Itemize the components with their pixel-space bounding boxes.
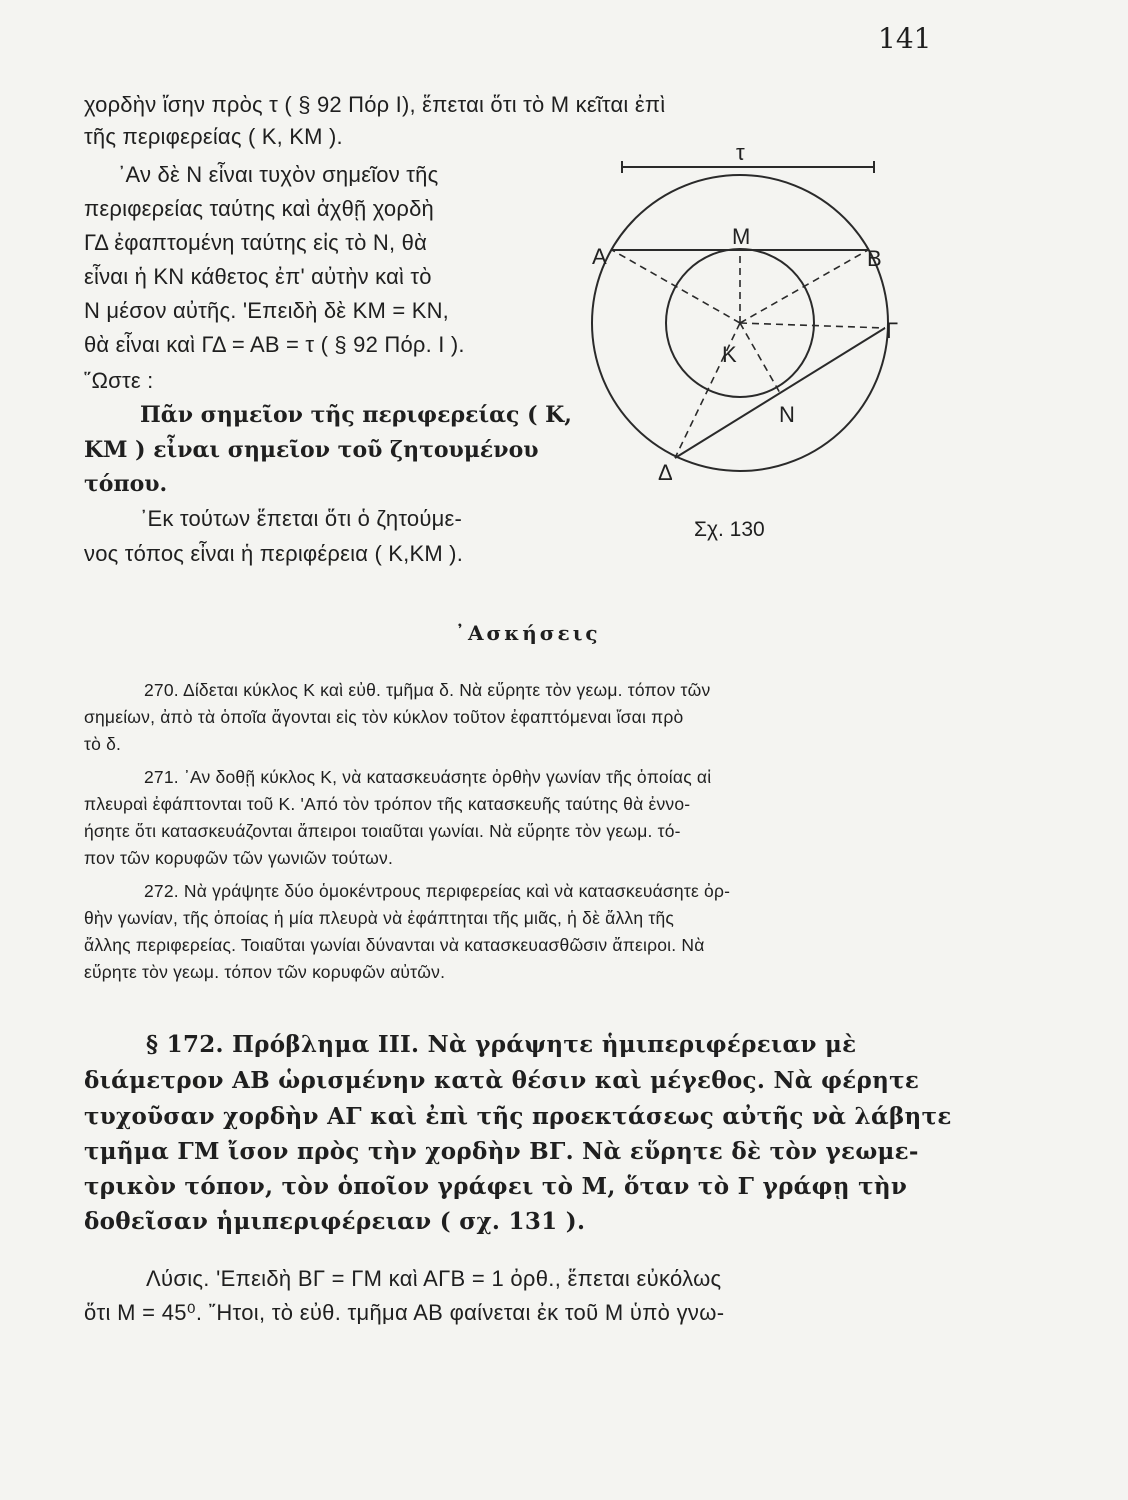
exercise-line: ἄλλης περιφερείας. Τοιαῦται γωνίαι δύνανται νὰ κατασκευασθῶσιν ἄπειροι. Νὰ	[84, 935, 705, 955]
figure-caption: Σχ. 130	[694, 518, 765, 541]
label-delta: Δ	[658, 460, 673, 485]
section-line: τυχοῦσαν χορδὴν ΑΓ καὶ ἐπὶ τῆς προεκτάσεως αὐτῆς νὰ λάβητε	[84, 1103, 952, 1130]
figure-130	[580, 140, 910, 500]
paragraph-line: ΓΔ ἐφαπτομένη ταύτης εἰς τὸ Ν, θὰ	[84, 230, 427, 255]
solution-line: ὅτι Μ = 45⁰. ῎Ητοι, τὸ εὐθ. τμῆμα ΑΒ φαίνεται ἐκ τοῦ Μ ὑπὸ γνω-	[84, 1300, 725, 1325]
section-line: τμῆμα ΓΜ ἴσον πρὸς τὴν χορδὴν ΒΓ. Νὰ εὕρητε δὲ τὸν γεωμε-	[84, 1138, 919, 1165]
radius-ka-dashed	[612, 250, 740, 323]
exercise-line: 271. ᾿Αν δοθῇ κύκλος Κ, νὰ κατασκευάσητε ὀρθὴν γωνίαν τῆς ὁποίας αἱ	[144, 767, 712, 787]
exercise-line: τὸ δ.	[84, 734, 122, 754]
bold-statement-line: Πᾶν σημεῖον τῆς περιφερείας ( Κ,	[140, 402, 572, 428]
label-tau: τ	[736, 140, 745, 165]
exercise-line: 270. Δίδεται κύκλος Κ καὶ εὐθ. τμῆμα δ. Νὰ εὕρητε τὸν γεωμ. τόπον τῶν	[144, 680, 711, 700]
label-a: Α	[592, 244, 607, 269]
section-line: τρικὸν τόπον, τὸν ὁποῖον γράφει τὸ Μ, ὅταν τὸ Γ γράφῃ τὴν	[84, 1173, 908, 1200]
section-line: δοθεῖσαν ἡμιπεριφέρειαν ( σχ. 131 ).	[84, 1208, 586, 1235]
exercise-line: ήσητε ὅτι κατασκευάζονται ἄπειροι τοιαῦται γωνίαι. Νὰ εὕρητε τὸν γεωμ. τό-	[84, 821, 681, 841]
paragraph-line: τῆς περιφερείας ( Κ, ΚΜ ).	[84, 124, 343, 149]
paragraph-line: εἶναι ἡ ΚΝ κάθετος ἐπ' αὐτὴν καὶ τὸ	[84, 264, 432, 289]
paragraph-line: ῞Ωστε :	[84, 368, 154, 393]
paragraph-line: περιφερείας ταύτης καὶ ἀχθῇ χορδὴ	[84, 196, 434, 221]
exercise-line: σημείων, ἀπὸ τὰ ὁποῖα ἄγονται εἰς τὸν κύκλον τοῦτον ἐφαπτόμεναι ἴσαι πρὸ	[84, 707, 684, 727]
solution-line: Λύσις. 'Επειδὴ ΒΓ = ΓΜ καὶ ΑΓΒ = 1 ὀρθ., ἕπεται εὐκόλως	[146, 1266, 722, 1291]
page-number: 141	[878, 22, 932, 55]
radius-kgamma-dashed	[740, 323, 885, 328]
paragraph-line: Ν μέσον αὐτῆς. 'Επειδὴ δὲ ΚΜ = ΚΝ,	[84, 298, 449, 323]
bold-statement-line: ΚΜ ) εἶναι σημεῖον τοῦ ζητουμένου	[84, 437, 539, 463]
conclusion-line: νος τόπος εἶναι ἡ περιφέρεια ( Κ,ΚΜ ).	[84, 541, 464, 566]
label-gamma: Γ	[886, 318, 899, 343]
paragraph-line: θὰ εἶναι καὶ ΓΔ = ΑΒ = τ ( § 92 Πόρ. Ι ).	[84, 332, 465, 357]
radius-kb-dashed	[740, 250, 868, 323]
radius-kn-dashed	[740, 323, 780, 393]
section-line: διάμετρον ΑΒ ὡρισμένην κατὰ θέσιν καὶ μέγεθος. Νὰ φέρητε	[84, 1067, 920, 1094]
paragraph-line: χορδὴν ἴσην πρὸς τ ( § 92 Πόρ Ι), ἕπεται ὅτι τὸ Μ κεῖται ἐπὶ	[84, 92, 666, 117]
exercise-line: πον τῶν κορυφῶν τῶν γωνιῶν τούτων.	[84, 848, 393, 868]
exercise-line: 272. Νὰ γράψητε δύο ὁμοκέντρους περιφερείας καὶ νὰ κατασκευάσητε ὀρ-	[144, 881, 731, 901]
paragraph-line: ᾿Αν δὲ Ν εἶναι τυχὸν σημεῖον τῆς	[118, 162, 439, 187]
label-b: Β	[867, 246, 882, 271]
conclusion-line: ᾿Εκ τούτων ἕπεται ὅτι ὁ ζητούμε-	[140, 506, 462, 531]
exercises-heading: ᾿Ασκήσεις	[455, 621, 601, 645]
exercise-line: εὕρητε τὸν γεωμ. τόπον τῶν κορυφῶν αὐτῶν.	[84, 962, 446, 982]
section-line: § 172. Πρόβλημα ΙΙΙ. Νὰ γράψητε ἡμιπεριφέρειαν μὲ	[146, 1031, 857, 1058]
label-k: Κ	[722, 342, 737, 367]
bold-statement-line: τόπου.	[84, 471, 168, 497]
exercise-line: θὴν γωνίαν, τῆς ὁποίας ἡ μία πλευρὰ νὰ ἐφάπτηται τῆς μιᾶς, ἡ δὲ ἄλλη τῆς	[84, 908, 675, 928]
exercise-line: πλευραὶ ἐφάπτονται τοῦ Κ. 'Από τὸν τρόπον τῆς κατασκευῆς ταύτης θὰ ἐννο-	[84, 794, 691, 814]
label-n: Ν	[779, 402, 795, 427]
label-m: Μ	[732, 224, 751, 249]
